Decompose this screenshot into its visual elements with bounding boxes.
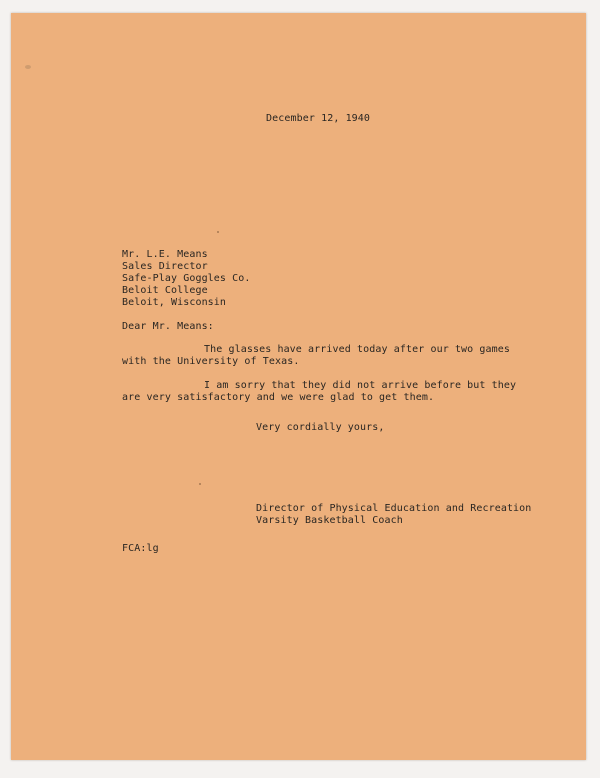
closing: Very cordially yours, <box>256 422 385 433</box>
signature-line-1: Director of Physical Education and Recreation <box>256 503 532 514</box>
paragraph-1-line-1: The glasses have arrived today after our two games <box>204 344 511 355</box>
letter-page <box>11 13 586 760</box>
recipient-title: Sales Director <box>122 261 208 272</box>
recipient-company: Safe-Play Goggles Co. <box>122 273 251 284</box>
salutation: Dear Mr. Means: <box>122 321 214 332</box>
recipient-name: Mr. L.E. Means <box>122 249 208 260</box>
typist-initials: FCA:lg <box>122 543 159 554</box>
paper-speck <box>199 483 201 485</box>
recipient-city: Beloit, Wisconsin <box>122 297 227 308</box>
signature-line-2: Varsity Basketball Coach <box>256 515 403 526</box>
recipient-institution: Beloit College <box>122 285 208 296</box>
letter-date: December 12, 1940 <box>266 113 371 124</box>
paragraph-1-line-2: with the University of Texas. <box>122 356 300 367</box>
paragraph-2-line-2: are very satisfactory and we were glad to get them. <box>122 392 435 403</box>
paragraph-2-line-1: I am sorry that they did not arrive before but they <box>204 380 517 391</box>
paper-speck <box>25 65 31 69</box>
paper-speck <box>217 231 219 233</box>
